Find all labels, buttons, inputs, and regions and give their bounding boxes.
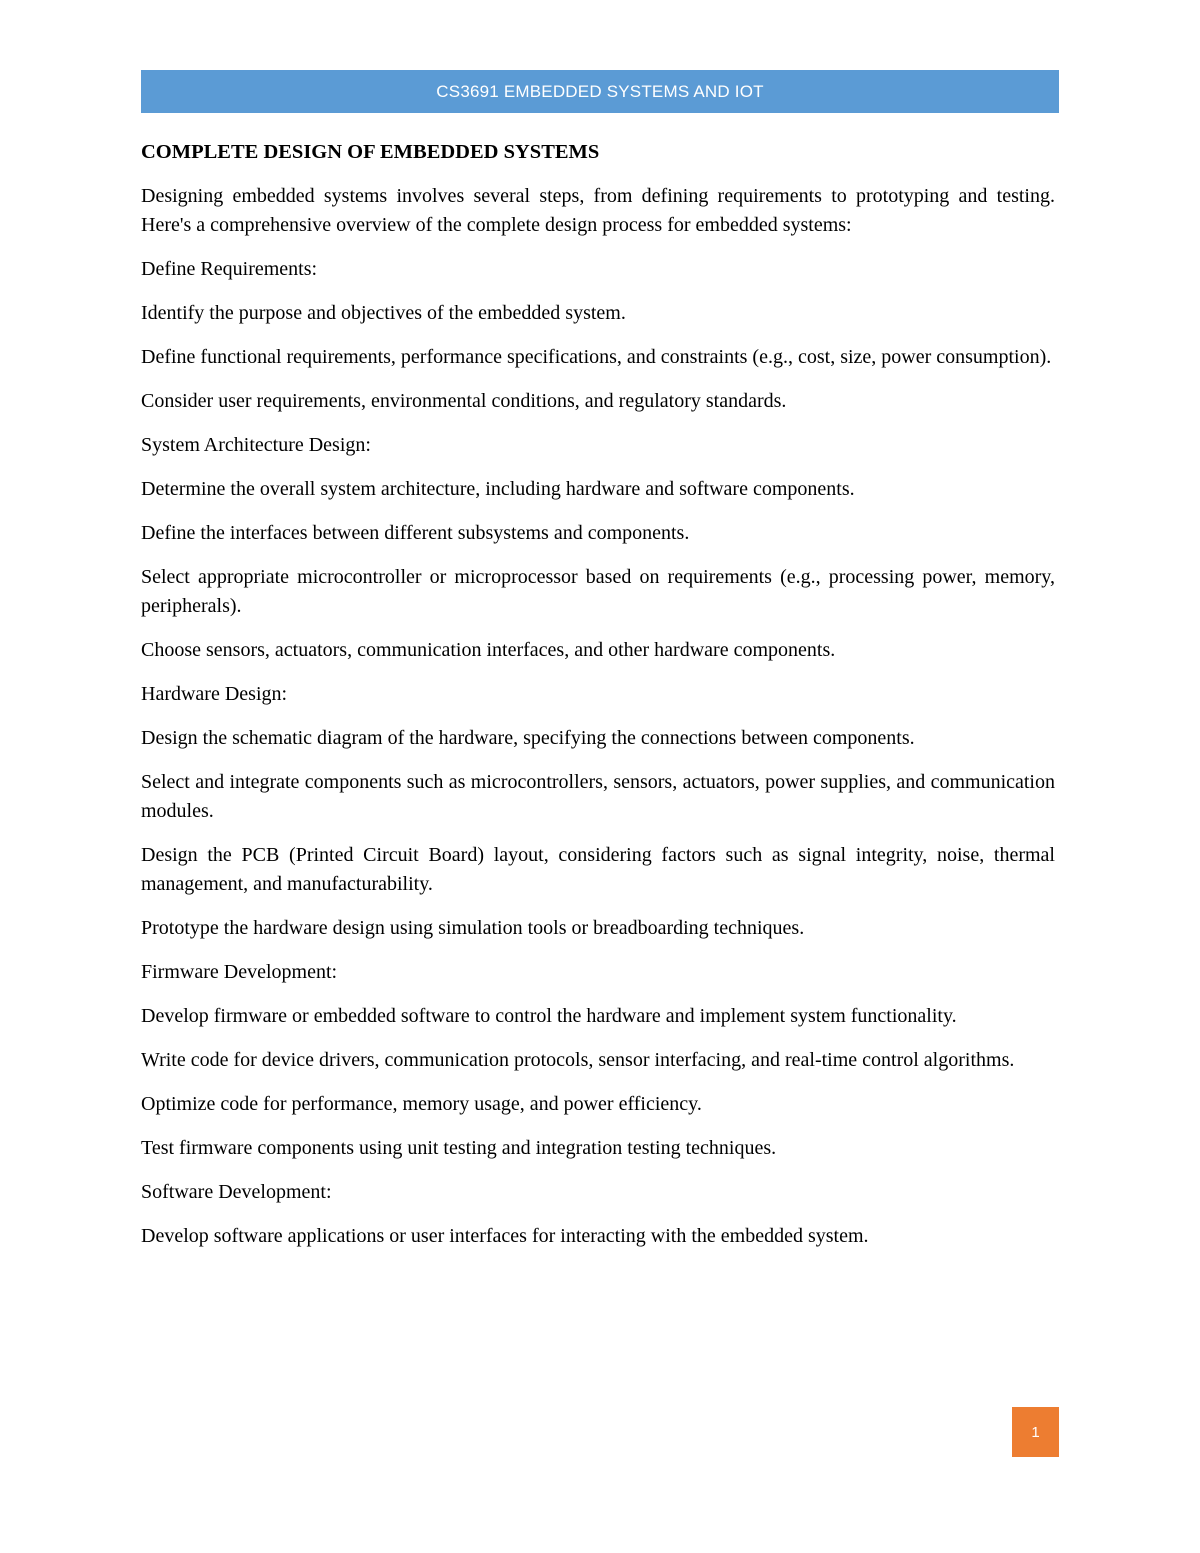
- page-header-bar: [141, 70, 1059, 113]
- paragraph: Identify the purpose and objectives of the embedded system.: [141, 302, 626, 324]
- paragraph: Optimize code for performance, memory usage, and power efficiency.: [141, 1093, 702, 1115]
- paragraph: Select and integrate components such as microcontrollers, sensors, actuators, power supplies, and communication modules.: [141, 771, 1055, 822]
- paragraph: Choose sensors, actuators, communication interfaces, and other hardware components.: [141, 639, 836, 661]
- paragraph: Define functional requirements, performance specifications, and constraints (e.g., cost, size, power consumption).: [141, 346, 1052, 368]
- paragraph: Develop software applications or user interfaces for interacting with the embedded system.: [141, 1225, 869, 1247]
- document-heading: COMPLETE DESIGN OF EMBEDDED SYSTEMS: [141, 141, 600, 163]
- paragraph: Consider user requirements, environmental conditions, and regulatory standards.: [141, 390, 787, 412]
- paragraph: Determine the overall system architecture, including hardware and software components.: [141, 478, 855, 500]
- paragraph: Develop firmware or embedded software to control the hardware and implement system functionality.: [141, 1005, 957, 1027]
- page-number-badge: [1012, 1407, 1059, 1457]
- paragraph: Design the PCB (Printed Circuit Board) layout, considering factors such as signal integrity, noise, thermal management, and manufacturability.: [141, 844, 1055, 895]
- section-heading-hardware-design: Hardware Design:: [141, 683, 288, 705]
- document-body: [141, 138, 1055, 1266]
- paragraph: Select appropriate microcontroller or microprocessor based on requirements (e.g., processing power, memory, peripherals).: [141, 566, 1055, 617]
- page-header-title: CS3691 EMBEDDED SYSTEMS AND IOT: [436, 81, 764, 101]
- paragraph: Design the schematic diagram of the hardware, specifying the connections between components.: [141, 727, 915, 749]
- section-heading-software-development: Software Development:: [141, 1181, 332, 1203]
- paragraph: Test firmware components using unit testing and integration testing techniques.: [141, 1137, 777, 1159]
- paragraph-intro: Designing embedded systems involves several steps, from defining requirements to prototyping and testing. Here's a comprehensive overview of the complete design process for embedded systems:: [141, 185, 1055, 236]
- section-heading-define-requirements: Define Requirements:: [141, 258, 318, 280]
- paragraph: Define the interfaces between different subsystems and components.: [141, 522, 690, 544]
- section-heading-system-architecture: System Architecture Design:: [141, 434, 371, 456]
- section-heading-firmware-development: Firmware Development:: [141, 961, 338, 983]
- paragraph: Write code for device drivers, communication protocols, sensor interfacing, and real-time control algorithms.: [141, 1049, 1015, 1071]
- paragraph: Prototype the hardware design using simulation tools or breadboarding techniques.: [141, 917, 805, 939]
- page-number: 1: [1031, 1423, 1040, 1441]
